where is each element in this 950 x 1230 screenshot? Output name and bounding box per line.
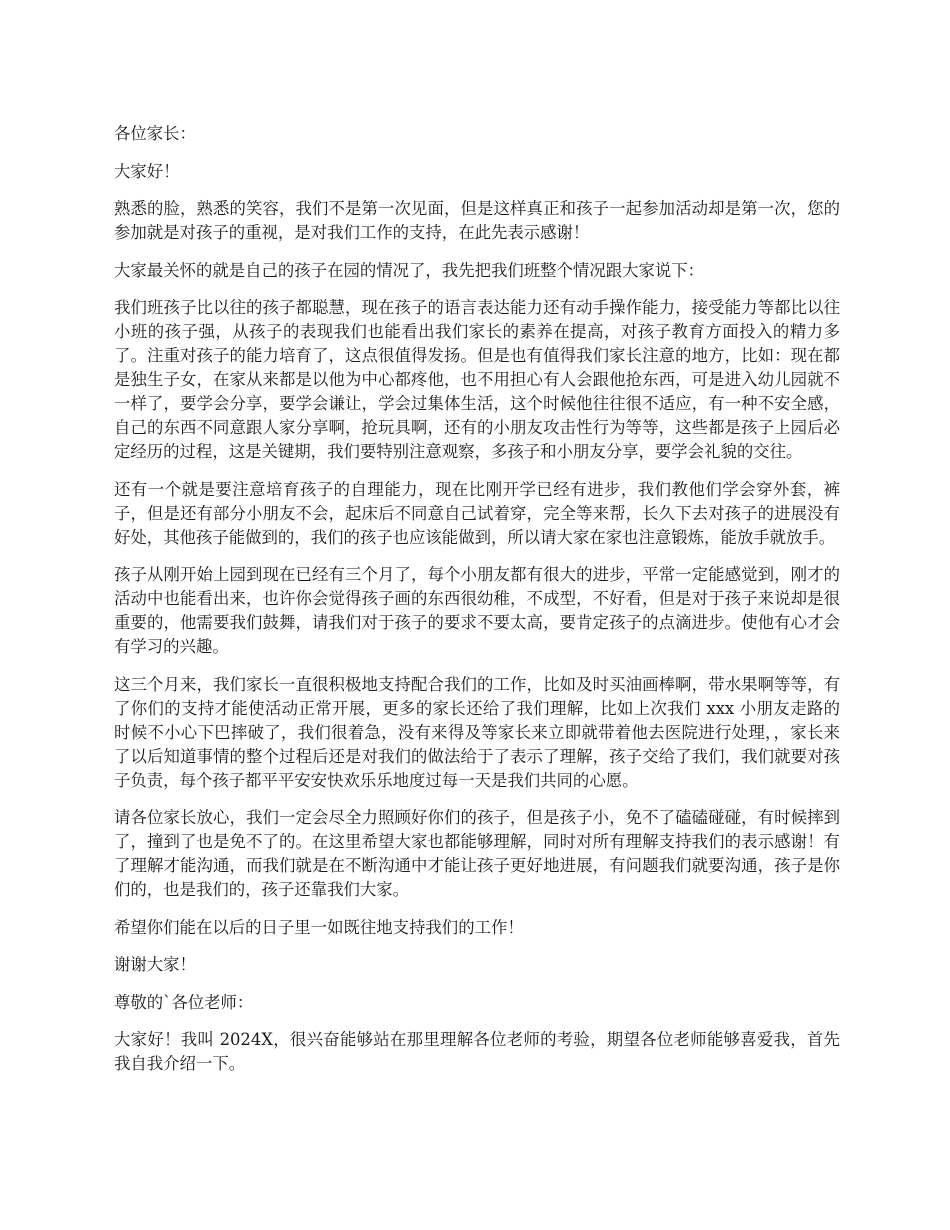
paragraph-hope: 希望你们能在以后的日子里一如既往地支持我们的工作！ xyxy=(114,917,524,937)
paragraph-support: 这三个月来，我们家长一直很积极地支持配合我们的工作，比如及时买油画棒啊，带水果啊等等，有了你们的支持才能使活动正常开展，更多的家长还给了我们理解，比如上次我们 xxx 小朋友走路的时候不小心下巴摔破了，我们很着急，没有来得及等家长来立即就带着他去医院进行处理，，家长来了以后知道事情的整个过程后还是对我们的做法给于了表示了理解，孩子交给了我们，我们就要对孩子负责，每个孩子都平平安安快欢乐乐地度过每一天是我们共同的心愿。 xyxy=(114,674,840,790)
paragraph-reassurance: 请各位家长放心，我们一定会尽全力照顾好你们的孩子，但是孩子小，免不了磕磕碰碰，有时候摔到了，撞到了也是免不了的。在这里希望大家也都能够理解，同时对所有理解支持我们的表示感谢！有了理解才能沟通，而我们就是在不断沟通中才能让孩子更好地进展，有问题我们就要沟通，孩子是你们的，也是我们的，孩子还靠我们大家。 xyxy=(114,808,840,899)
paragraph-opening: 熟悉的脸，熟悉的笑容，我们不是第一次见面，但是这样真正和孩子一起参加活动却是第一次，您的参加就是对孩子的重视，是对我们工作的支持，在此先表示感谢！ xyxy=(114,199,840,242)
paragraph-thanks: 谢谢大家！ xyxy=(114,955,196,974)
salutation-parents: 各位家长： xyxy=(114,124,196,143)
paragraph-intro: 大家最关怀的就是自己的孩子在园的情况了，我先把我们班整个情况跟大家说下： xyxy=(114,260,705,280)
paragraph-progress: 孩子从刚开始上园到现在已经有三个月了，每个小朋友都有很大的进步，平常一定能感觉到，刚才的活动中也能看出来，也许你会觉得孩子画的东西很幼稚，不成型，不好看，但是对于孩子来说却是很重要的，他需要我们鼓舞，请我们对于孩子的要求不要太高，要肯定孩子的点滴进步。使他有心才会有学习的兴趣。 xyxy=(114,565,840,656)
paragraph-class-situation: 我们班孩子比以往的孩子都聪慧，现在孩子的语言表达能力还有动手操作能力，接受能力等都比以往小班的孩子强，从孩子的表现我们也能看出我们家长的素养在提高，对孩子教育方面投入的精力多了。注重对孩子的能力培育了，这点很值得发扬。但是也有值得我们家长注意的地方，比如：现在都是独生子女，在家从来都是以他为中心都疼他，也不用担心有人会跟他抢东西，可是进入幼儿园就不一样了，要学会分享，要学会谦让，学会过集体生活，这个时候他往往很不适应，有一种不安全感，自己的东西不同意跟人家分享啊，抢玩具啊，还有的小朋友攻击性行为等等，这些都是孩子上园后必定经历的过程，这是关键期，我们要特别注意观察，多孩子和小朋友分享，要学会礼貌的交往。 xyxy=(114,298,840,461)
salutation-teachers: 尊敬的`各位老师： xyxy=(114,992,254,1012)
document-body xyxy=(114,122,840,1090)
paragraph-self-introduction: 大家好！我叫 2024X，很兴奋能够站在那里理解各位老师的考验，期望各位老师能够喜爱我，首先我自我介绍一下。 xyxy=(114,1030,840,1073)
greeting: 大家好！ xyxy=(114,161,180,181)
paragraph-self-care: 还有一个就是要注意培育孩子的自理能力，现在比刚开学已经有进步，我们教他们学会穿外套，裤子，但是还有部分小朋友不会，起床后不同意自己试着穿，完全等来帮，长久下去对孩子的进展没有好处，其他孩子能做到的，我们的孩子也应该能做到，所以请大家在家也注意锻炼，能放手就放手。 xyxy=(114,479,840,547)
